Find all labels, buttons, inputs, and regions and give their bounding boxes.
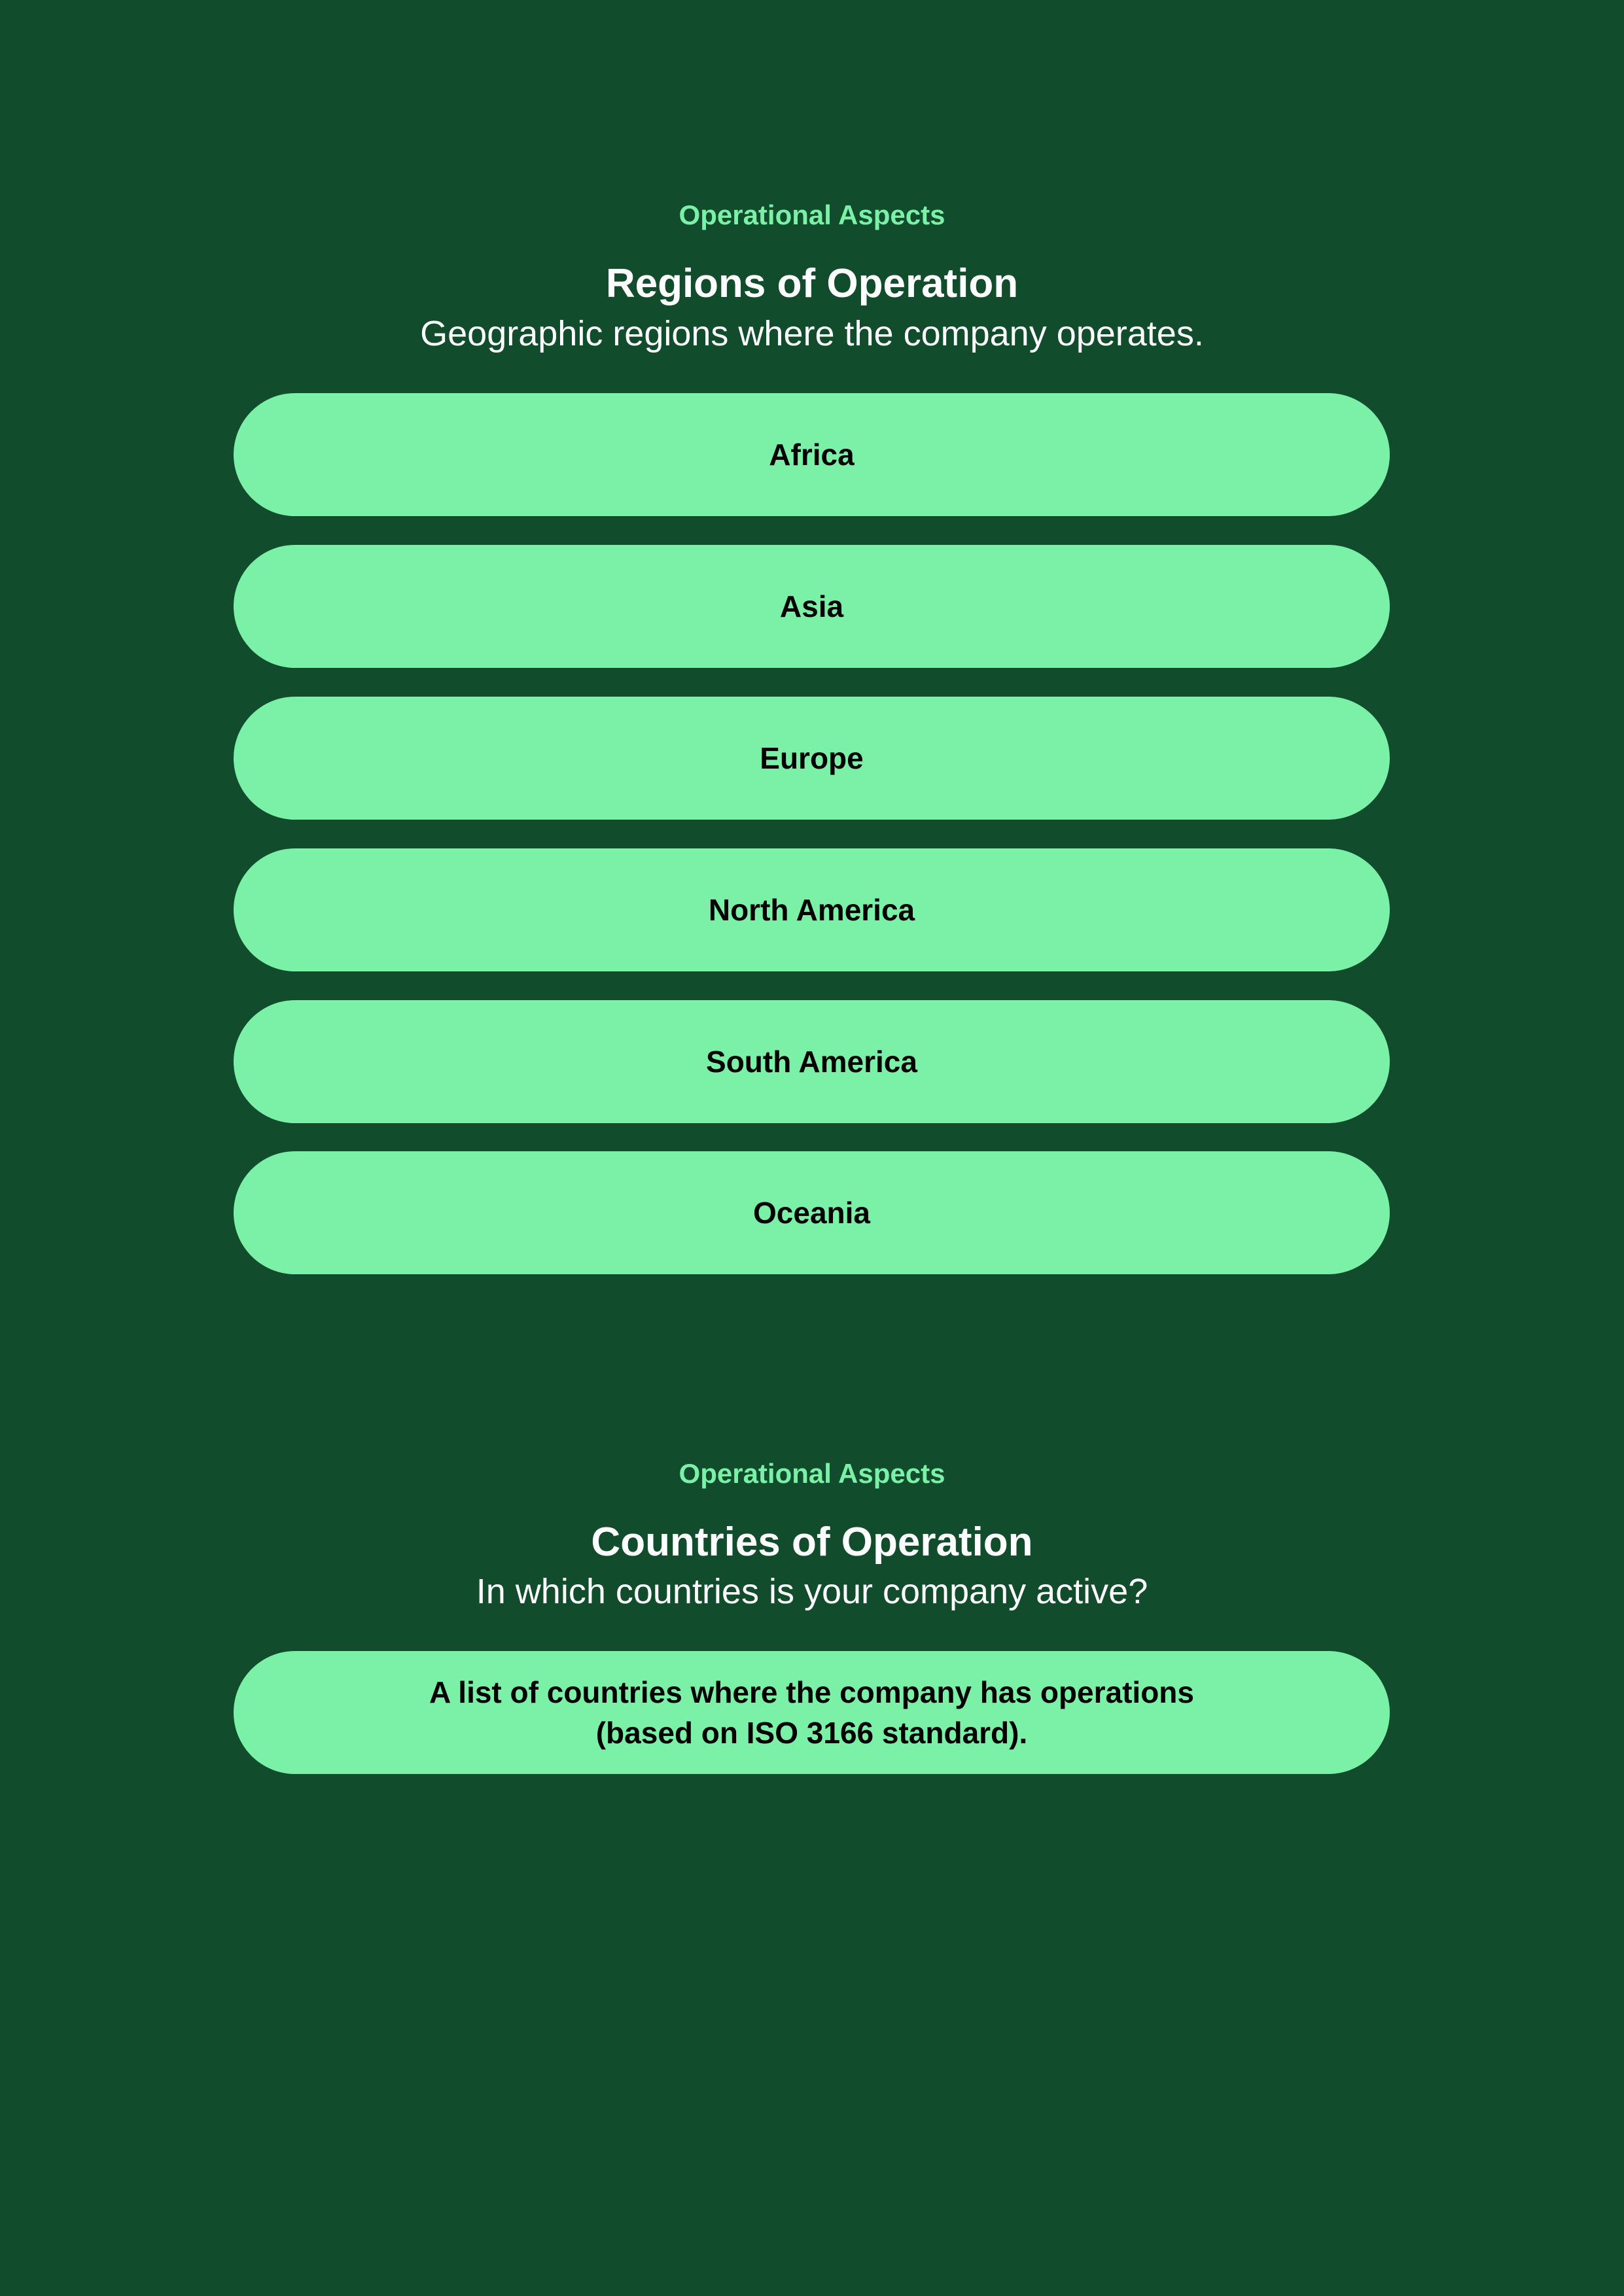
- option-label: Asia: [779, 589, 844, 623]
- option-label: North America: [708, 893, 915, 927]
- section-eyebrow: Operational Aspects: [679, 1458, 945, 1489]
- section-subtitle: In which countries is your company active?: [476, 1572, 1148, 1611]
- option-label: Oceania: [753, 1196, 870, 1230]
- option-label: Africa: [769, 438, 855, 472]
- section-title: Regions of Operation: [605, 261, 1019, 306]
- option-label: South America: [706, 1045, 917, 1079]
- section-eyebrow: Operational Aspects: [679, 200, 945, 230]
- option-label: Europe: [760, 741, 864, 775]
- option-europe[interactable]: [234, 697, 1390, 820]
- option-africa[interactable]: [234, 393, 1390, 516]
- section-title: Countries of Operation: [591, 1520, 1033, 1565]
- option-asia[interactable]: [234, 545, 1390, 668]
- option-label: A list of countries where the company has operations (based on ISO 3166 standard).: [429, 1675, 1194, 1750]
- option-south-america[interactable]: [234, 1000, 1390, 1123]
- option-oceania[interactable]: [234, 1151, 1390, 1274]
- option-country-list[interactable]: [234, 1651, 1390, 1774]
- option-north-america[interactable]: [234, 848, 1390, 971]
- section-subtitle: Geographic regions where the company operates.: [420, 314, 1204, 353]
